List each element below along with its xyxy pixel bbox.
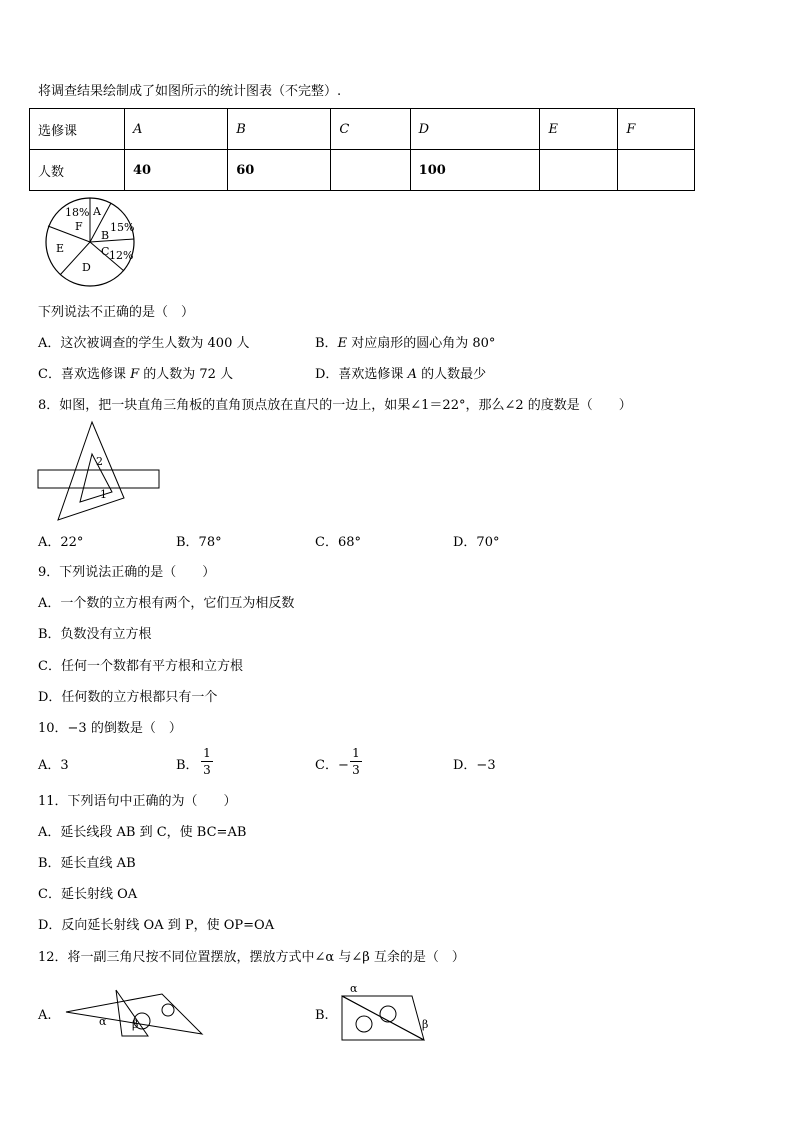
- table-header-cell: 选修课: [30, 109, 125, 150]
- pie-label-c: C: [101, 245, 110, 258]
- q10-option-d: D．−3: [453, 758, 496, 773]
- q9-option-d: D．任何数的立方根都只有一个: [38, 690, 218, 705]
- table-cell: 60: [228, 150, 331, 191]
- q11-stem: 11．下列语句中正确的为（ ）: [38, 794, 237, 809]
- q9-stem: 9．下列说法正确的是（ ）: [38, 565, 216, 580]
- q8-option-d: D．70°: [453, 535, 500, 550]
- angle-2-label: 2: [96, 455, 103, 468]
- table-cell: 人数: [30, 150, 125, 191]
- table-cell: 40: [125, 150, 228, 191]
- q8-stem: 8．如图，把一块直角三角板的直角顶点放在直尺的一边上，如果∠1＝22°，那么∠2 的度数是（ ）: [38, 398, 632, 413]
- q10-stem: 10．−3 的倒数是（ ）: [38, 721, 182, 736]
- q7-option-a: A．这次被调查的学生人数为 400 人: [38, 336, 250, 351]
- table-cell: [331, 150, 410, 191]
- beta-label: β: [422, 1018, 429, 1031]
- table-header-cell: E: [540, 109, 618, 150]
- alpha-label: α: [350, 982, 358, 995]
- q11-option-d: D．反向延长射线 OA 到 P，使 OP=OA: [38, 918, 275, 933]
- q12-stem: 12．将一副三角尺按不同位置摆放，摆放方式中∠α 与∠β 互余的是（ ）: [38, 950, 465, 965]
- alpha-label: α: [99, 1015, 107, 1028]
- table-header-cell: A: [125, 109, 228, 150]
- ruler-triangle-figure: [36, 420, 164, 524]
- pie-label-b: B: [101, 229, 110, 242]
- pie-label-f: F: [75, 220, 83, 233]
- table-cell: 100: [410, 150, 540, 191]
- table-cell: [618, 150, 695, 191]
- q10-option-c-fraction: 1 3: [350, 746, 362, 777]
- q11-option-b: B．延长直线 AB: [38, 856, 136, 871]
- q12-option-b: B.: [315, 1008, 329, 1023]
- q7-option-c: C．喜欢选修课 F 的人数为 72 人: [38, 367, 234, 382]
- q9-option-a: A．一个数的立方根有两个，它们互为相反数: [38, 596, 295, 611]
- q10-option-b-fraction: 1 3: [201, 746, 213, 777]
- q8-option-c: C．68°: [315, 535, 361, 550]
- q8-option-a: A．22°: [38, 535, 84, 550]
- table-header-cell: C: [331, 109, 410, 150]
- q8-option-b: B．78°: [176, 535, 222, 550]
- q9-option-b: B．负数没有立方根: [38, 627, 152, 642]
- q10-option-c: C．−: [315, 758, 349, 773]
- q11-option-c: C．延长射线 OA: [38, 887, 138, 902]
- q11-option-a: A．延长线段 AB 到 C，使 BC=AB: [38, 825, 247, 840]
- q12-option-a: A.: [38, 1008, 52, 1023]
- pie-label-c-percent: 12%: [109, 249, 134, 262]
- table-header-cell: D: [410, 109, 540, 150]
- intro-text: 将调查结果绘制成了如图所示的统计图表（不完整）.: [38, 84, 342, 99]
- pie-label-d: D: [82, 261, 91, 274]
- q9-option-c: C．任何一个数都有平方根和立方根: [38, 659, 243, 674]
- q7-option-b: B．E 对应扇形的圆心角为 80°: [315, 336, 496, 351]
- pie-label-a: A: [93, 205, 101, 218]
- q7-stem: 下列说法不正确的是（ ）: [38, 305, 195, 320]
- q12-figure-a: [62, 988, 206, 1040]
- table-header-cell: B: [228, 109, 331, 150]
- q10-option-a: A．3: [38, 758, 69, 773]
- table-header-cell: F: [618, 109, 695, 150]
- angle-1-label: 1: [100, 488, 107, 501]
- pie-label-f-percent: 18%: [65, 206, 90, 219]
- beta-label: β: [132, 1018, 139, 1031]
- table-cell: [540, 150, 618, 191]
- table-row: [30, 150, 695, 191]
- table-row: [30, 109, 695, 150]
- pie-chart-figure: [40, 196, 142, 288]
- pie-label-e: E: [56, 242, 65, 255]
- statistics-table: [29, 108, 695, 191]
- q12-figure-b: [338, 980, 438, 1046]
- q10-option-b: B．: [176, 758, 199, 773]
- q7-option-d: D．喜欢选修课 A 的人数最少: [315, 367, 487, 382]
- pie-label-b-percent: 15%: [110, 221, 135, 234]
